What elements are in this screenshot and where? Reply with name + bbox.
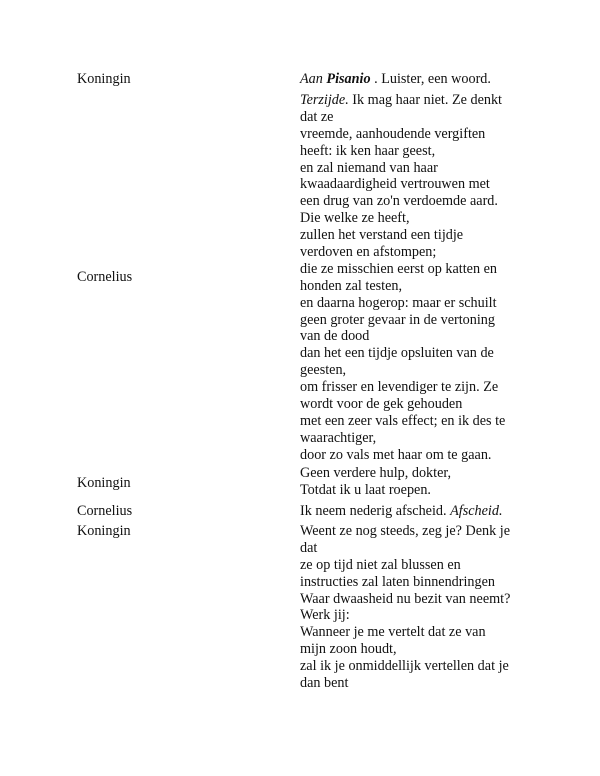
dialogue-line: vreemde, aanhoudende vergiften xyxy=(300,125,486,142)
dialogue-line: honden zal testen, xyxy=(300,277,403,294)
character-name: Pisanio xyxy=(326,71,371,87)
dialogue-line: met een zeer vals effect; en ik des te xyxy=(300,412,506,429)
dialogue-line: om frisser en levendiger te zijn. Ze xyxy=(300,379,499,396)
dialogue-line: zal ik je onmiddellijk vertellen dat je xyxy=(300,658,509,675)
dialogue-line: zullen het verstand een tijdje xyxy=(300,227,464,244)
speaker-name: Koningin xyxy=(77,71,131,87)
dialogue-line xyxy=(300,92,532,109)
dialogue-line xyxy=(300,503,532,520)
dialogue-line: en zal niemand van haar xyxy=(300,159,438,176)
dialogue-line: Totdat ik u laat roepen. xyxy=(300,481,431,498)
dialogue-line: die ze misschien eerst op katten en xyxy=(300,260,497,277)
dialogue-line: geesten, xyxy=(300,362,347,379)
dialogue-line: Die welke ze heeft, xyxy=(300,210,410,227)
dialogue-line: waarachtiger, xyxy=(300,429,377,446)
dialogue-line: Weent ze nog steeds, zeg je? Denk je xyxy=(300,523,510,539)
dialogue-line: heeft: ik ken haar geest, xyxy=(300,142,436,159)
dialogue-line: van de dood xyxy=(300,328,370,345)
dialogue-line: geen groter gevaar in de vertoning xyxy=(300,311,495,328)
dialogue-line: kwaadaardigheid vertrouwen met xyxy=(300,176,490,193)
dialogue-line: Geen verdere hulp, dokter, xyxy=(300,465,452,481)
stage-direction: Aan xyxy=(300,71,323,87)
dialogue-line: een drug van zo'n verdoemde aard. xyxy=(300,193,498,210)
dialogue-line: Waar dwaasheid nu bezit van neemt? xyxy=(300,590,511,607)
dialogue-lines xyxy=(300,92,532,464)
dialogue-line: dan bent xyxy=(300,675,349,692)
dialogue-line: dat xyxy=(300,539,318,556)
speaker-name: Cornelius xyxy=(77,269,133,285)
dialogue-line xyxy=(300,71,532,88)
dialogue-lines xyxy=(300,71,532,88)
line-text: Ik neem nederig afscheid. xyxy=(300,503,451,519)
dialogue-lines xyxy=(300,523,532,692)
dialogue-line: instructies zal laten binnendringen xyxy=(300,573,496,590)
dialogue-line: dan het een tijdje opsluiten van de xyxy=(300,345,494,362)
stage-direction: Terzijde. xyxy=(300,92,349,108)
dialogue-line: ze op tijd niet zal blussen en xyxy=(300,556,461,573)
speaker-name: Koningin xyxy=(77,523,131,539)
dialogue-line: en daarna hogerop: maar er schuilt xyxy=(300,294,497,311)
line-text: Ik mag haar niet. Ze denkt xyxy=(348,92,502,108)
stage-direction: Afscheid. xyxy=(450,503,503,519)
dialogue-lines xyxy=(300,503,532,520)
dialogue-lines xyxy=(300,465,532,499)
dialogue-line: verdoven en afstompen; xyxy=(300,244,437,261)
dialogue-line: Wanneer je me vertelt dat ze van xyxy=(300,624,486,641)
dialogue-line: door zo vals met haar om te gaan. xyxy=(300,446,492,463)
line-text: . Luister, een woord. xyxy=(370,71,491,87)
speaker-name: Cornelius xyxy=(77,503,133,519)
dialogue-line: Werk jij: xyxy=(300,607,350,624)
dialogue-line: dat ze xyxy=(300,108,334,125)
dialogue-line: wordt voor de gek gehouden xyxy=(300,396,463,413)
speaker-name: Koningin xyxy=(77,475,131,491)
dialogue-line: mijn zoon houdt, xyxy=(300,641,397,658)
